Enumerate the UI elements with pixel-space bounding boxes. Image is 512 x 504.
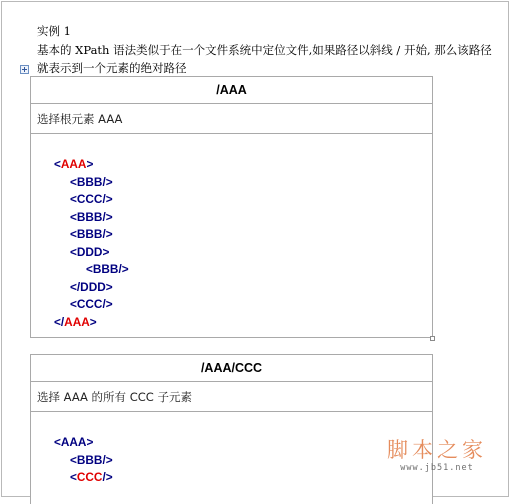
tag-name: CCC [76,297,103,311]
tag-name: BBB [76,209,103,224]
selected-tag: CCC [76,470,103,484]
xpath-description: 选择根元素 AAA [31,104,432,134]
watermark-title: 脚本之家 [387,438,487,462]
code-line: <BBB/> [70,227,113,241]
tag-name: BBB [76,227,103,241]
intro-line-2: 就表示到一个元素的绝对路径 [37,61,187,75]
code-line: <DDD> [70,244,110,259]
intro-text [37,22,499,78]
expand-plus-icon[interactable] [20,65,29,74]
code-line: <AAA> [54,435,94,449]
code-line: <BBB/> [70,452,113,467]
code-line: <CCC/> [70,192,113,206]
example-heading: 实例 1 [37,24,71,38]
intro-line-1: 基本的 XPath 语法类似于在一个文件系统中定位文件,如果路径以斜线 / 开始, 那么该路径 [37,42,492,57]
xpath-description: 选择 AAA 的所有 CCC 子元素 [31,382,432,412]
site-watermark [378,437,496,474]
code-line: <BBB/> [70,209,113,224]
xml-code-block [31,134,432,331]
tag-name: DDD [80,279,106,294]
xml-code-block [31,412,432,487]
xpath-expression: /AAA [31,77,432,104]
example-box-2 [30,354,433,504]
code-line: <AAA> [54,157,94,171]
tag-name: AAA [60,435,87,449]
tag-name: BBB [92,262,119,276]
watermark-url: www.jb51.net [400,463,474,473]
tag-name: BBB [76,174,103,189]
code-line: </AAA> [54,314,97,329]
code-line: <CCC/> [70,470,113,484]
xpath-expression: /AAA/CCC [31,355,432,382]
tag-name: BBB [76,452,103,467]
selected-tag: AAA [64,314,90,329]
tag-name: DDD [76,244,103,259]
code-line: </DDD> [70,279,113,294]
code-line: <BBB/> [70,174,113,189]
code-line: <CCC/> [70,297,113,311]
tag-name: CCC [76,192,103,206]
selected-tag: AAA [60,157,87,171]
example-box-1 [30,76,433,338]
resize-handle[interactable] [430,336,435,341]
code-line: <BBB/> [86,262,129,276]
